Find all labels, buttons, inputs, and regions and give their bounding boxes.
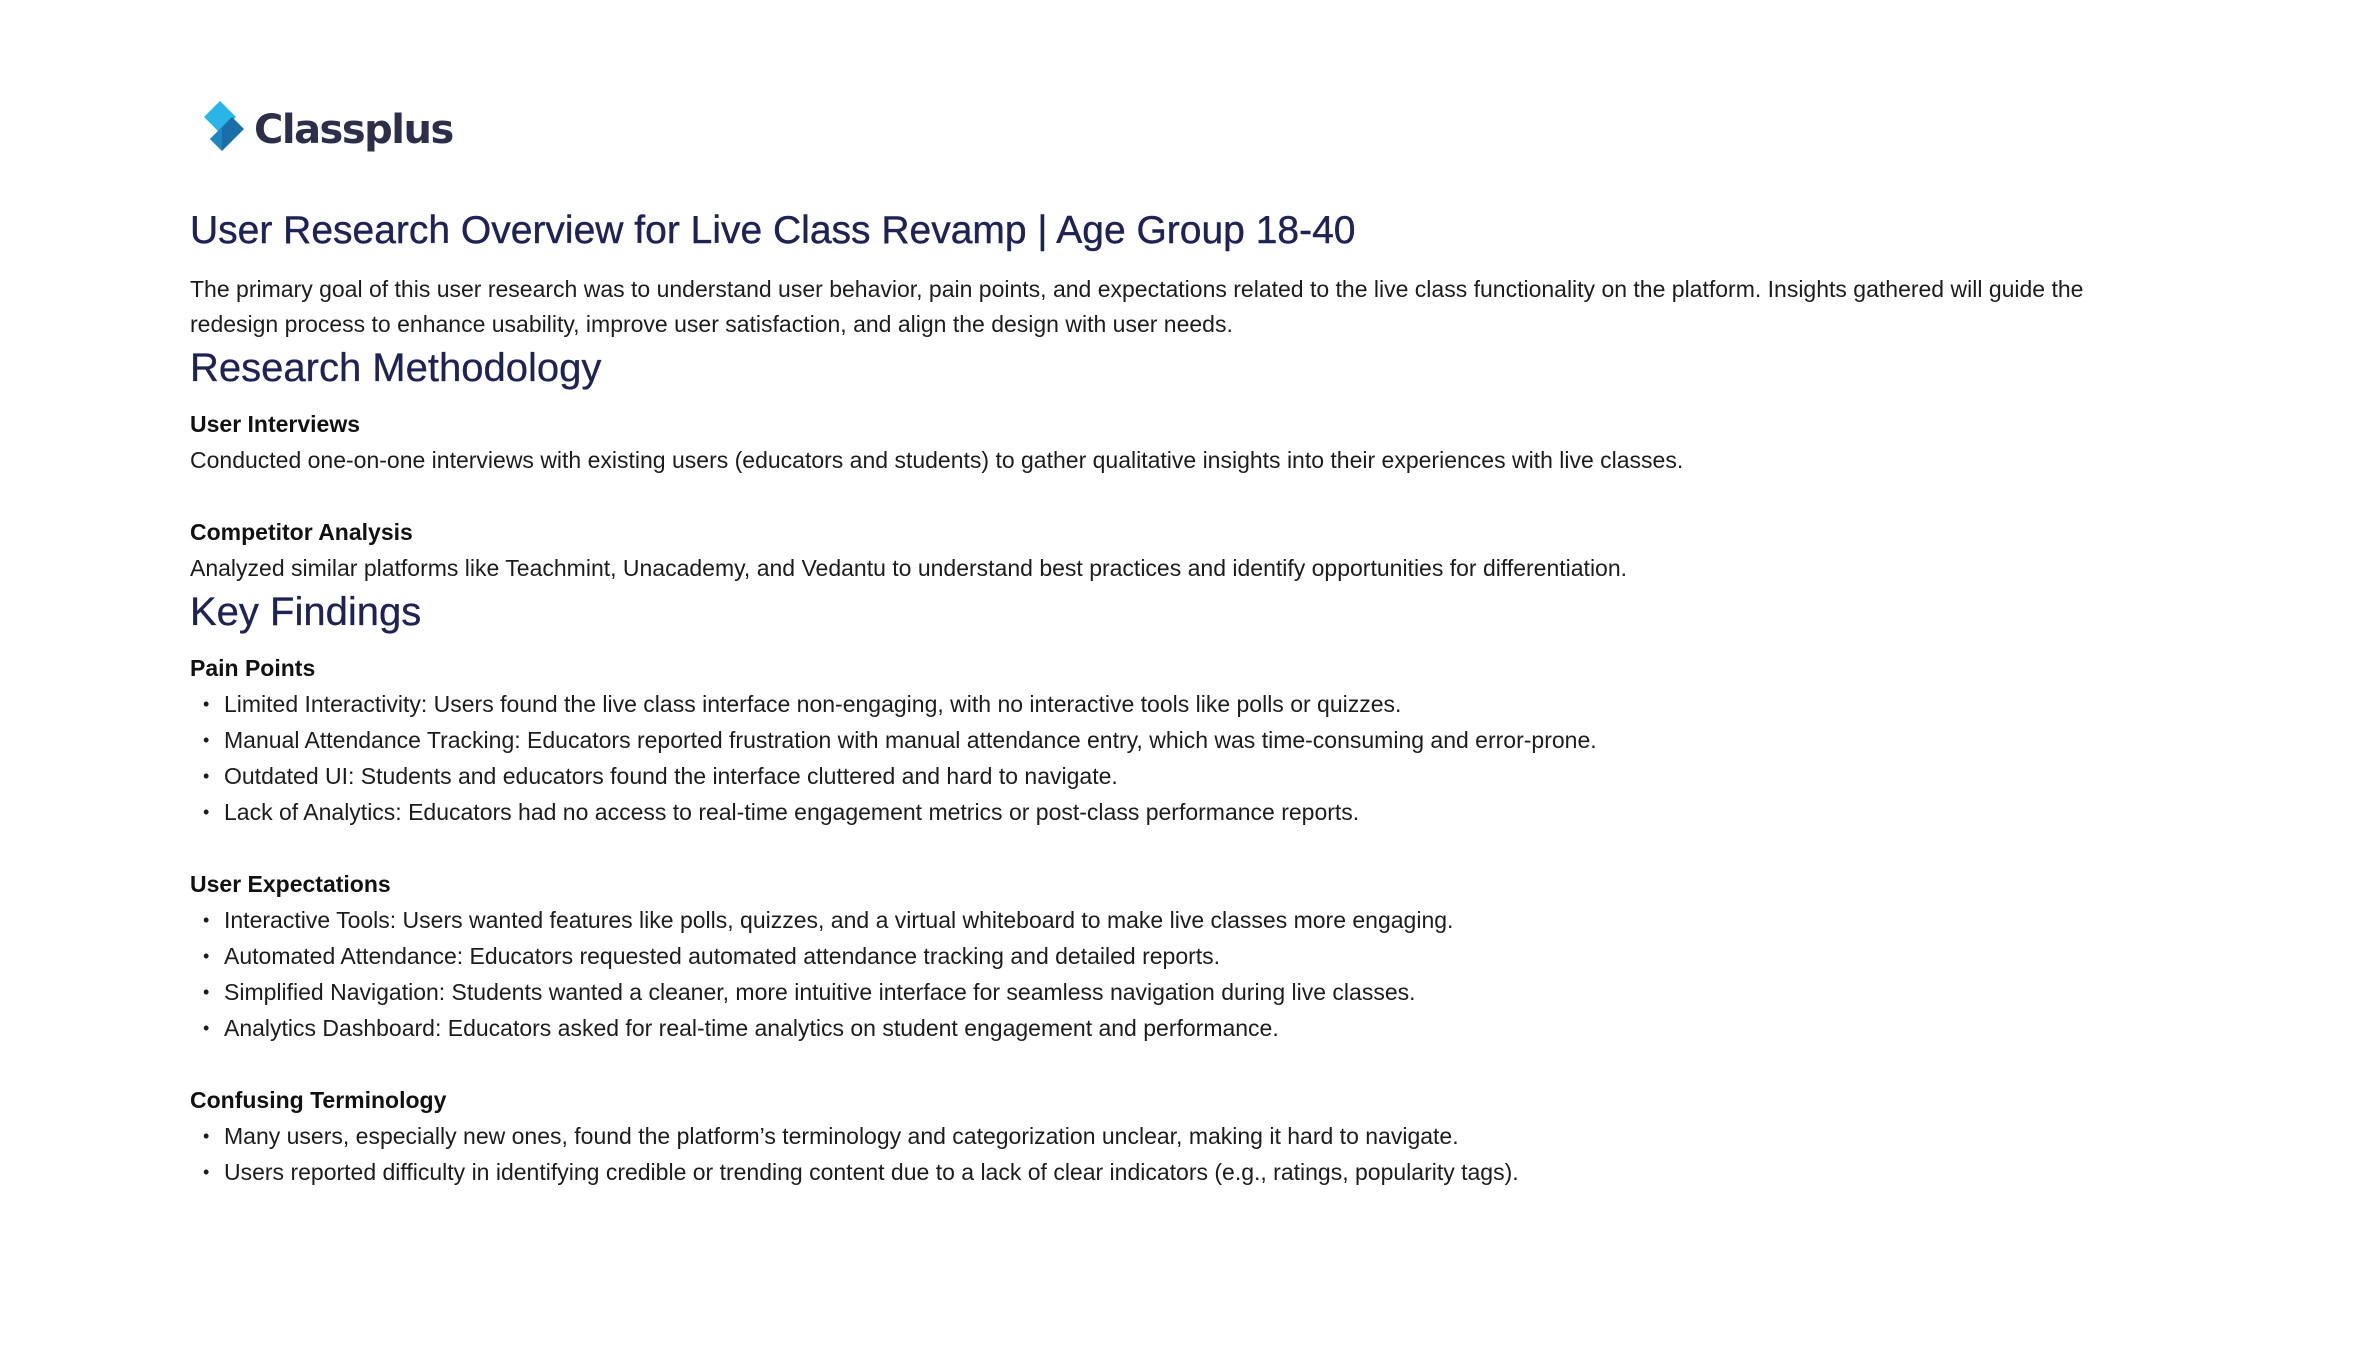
methodology-item-title: User Interviews bbox=[190, 411, 361, 437]
bullet-icon: • bbox=[203, 802, 210, 822]
list-item-text: Manual Attendance Tracking: Educators reported frustration with manual attendance entry, which was time-consuming and error-prone. bbox=[224, 727, 1597, 753]
list-item-text: Outdated UI: Students and educators found the interface cluttered and hard to navigate. bbox=[224, 763, 1118, 789]
methodology-item-interviews bbox=[190, 406, 2166, 478]
findings-group-title: Confusing Terminology bbox=[190, 1087, 447, 1113]
findings-group-title: Pain Points bbox=[190, 655, 316, 681]
section-heading-methodology: Research Methodology bbox=[190, 346, 602, 390]
list-item bbox=[190, 758, 2166, 794]
list-item bbox=[190, 686, 2166, 722]
bullet-list bbox=[190, 902, 2166, 1046]
list-item-text: Automated Attendance: Educators requested automated attendance tracking and detailed reports. bbox=[224, 943, 1221, 969]
bullet-icon: • bbox=[203, 910, 210, 930]
bullet-icon: • bbox=[203, 1162, 210, 1182]
findings-group-title: User Expectations bbox=[190, 871, 391, 897]
bullet-list bbox=[190, 686, 2166, 830]
list-item bbox=[190, 974, 2166, 1010]
page-title: User Research Overview for Live Class Revamp | Age Group 18-40 bbox=[190, 209, 1356, 252]
bullet-icon: • bbox=[203, 946, 210, 966]
methodology-item-competitor bbox=[190, 514, 2166, 586]
list-item bbox=[190, 1118, 2166, 1154]
list-item bbox=[190, 902, 2166, 938]
classplus-diamond-logo-icon bbox=[202, 101, 250, 159]
list-item bbox=[190, 1010, 2166, 1046]
brand-name: Classplus bbox=[254, 107, 453, 153]
list-item-text: Limited Interactivity: Users found the live class interface non-engaging, with no interactive tools like polls or quizzes. bbox=[224, 691, 1402, 717]
list-item bbox=[190, 1154, 2166, 1190]
list-item-text: Interactive Tools: Users wanted features like polls, quizzes, and a virtual whiteboard to make live classes more engaging. bbox=[224, 907, 1454, 933]
methodology-item-text: Analyzed similar platforms like Teachmint, Unacademy, and Vedantu to understand best practices and identify opportunities for differentiation. bbox=[190, 555, 1628, 581]
bullet-icon: • bbox=[203, 1018, 210, 1038]
list-item bbox=[190, 938, 2166, 974]
list-item-text: Users reported difficulty in identifying credible or trending content due to a lack of clear indicators (e.g., ratings, popularity tags). bbox=[224, 1159, 1519, 1185]
bullet-icon: • bbox=[203, 1126, 210, 1146]
list-item-text: Many users, especially new ones, found the platform’s terminology and categorization unclear, making it hard to navigate. bbox=[224, 1123, 1459, 1149]
bullet-icon: • bbox=[203, 730, 210, 750]
bullet-icon: • bbox=[203, 694, 210, 714]
bullet-list bbox=[190, 1118, 2166, 1190]
list-item-text: Simplified Navigation: Students wanted a cleaner, more intuitive interface for seamless navigation during live classes. bbox=[224, 979, 1416, 1005]
list-item-text: Lack of Analytics: Educators had no access to real-time engagement metrics or post-class performance reports. bbox=[224, 799, 1360, 825]
list-item bbox=[190, 794, 2166, 830]
findings-group-user-expectations bbox=[190, 866, 2166, 1046]
intro-paragraph: The primary goal of this user research was to understand user behavior, pain points, and expectations related to the live class functionality on the platform. Insights gathered will guide the redesign process to enhance usability, improve user satisfaction, and align the design with user needs. bbox=[190, 276, 2084, 337]
bullet-icon: • bbox=[203, 982, 210, 1002]
brand-logo bbox=[202, 96, 2166, 164]
methodology-item-text: Conducted one-on-one interviews with existing users (educators and students) to gather qualitative insights into their experiences with live classes. bbox=[190, 447, 1684, 473]
findings-group-confusing-terminology bbox=[190, 1082, 2166, 1190]
section-heading-findings: Key Findings bbox=[190, 590, 422, 634]
methodology-item-title: Competitor Analysis bbox=[190, 519, 413, 545]
bullet-icon: • bbox=[203, 766, 210, 786]
list-item-text: Analytics Dashboard: Educators asked for real-time analytics on student engagement and performance. bbox=[224, 1015, 1279, 1041]
list-item bbox=[190, 722, 2166, 758]
findings-group-pain-points bbox=[190, 650, 2166, 830]
